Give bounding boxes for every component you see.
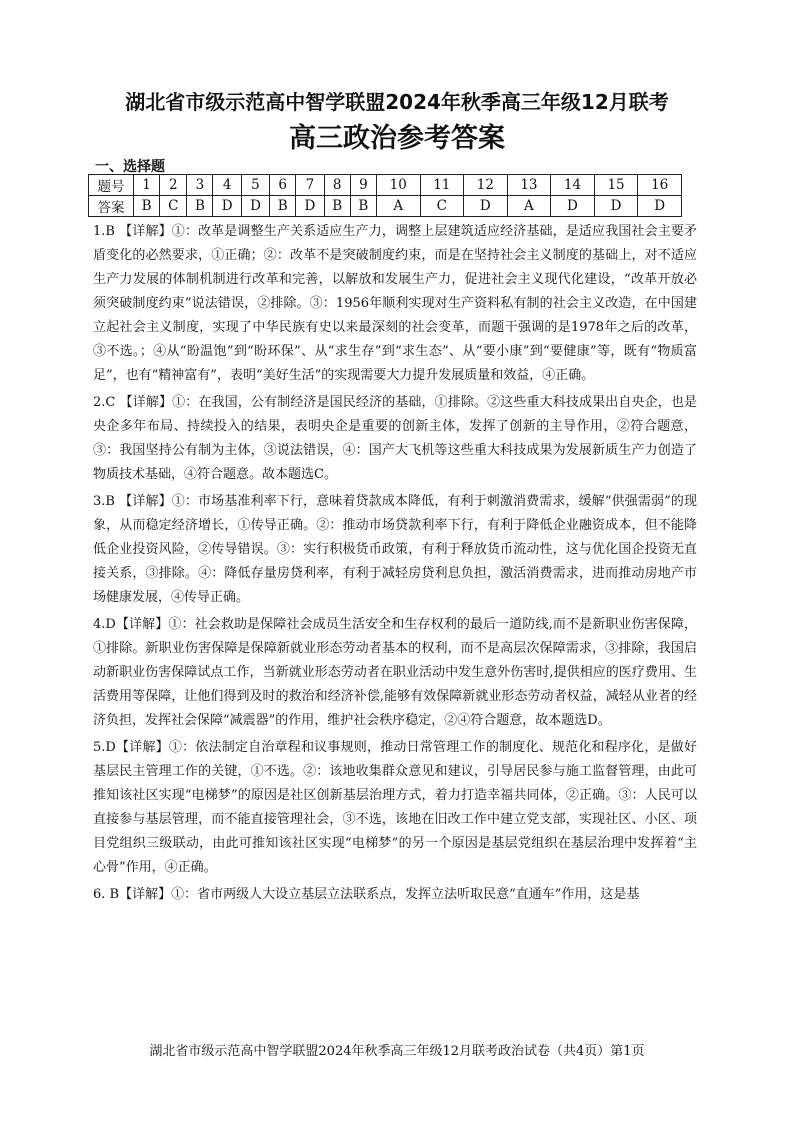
answer-row	[89, 196, 682, 217]
explanations	[93, 220, 697, 910]
answer-cell: D	[551, 196, 595, 217]
question-number-cell: 4	[213, 175, 241, 196]
question-number-cell: 10	[376, 175, 420, 196]
explanation-paragraph-4: 4.D【详解】①：社会救助是保障社会成员生活安全和生存权利的最后一道防线,而不是新职业伤害保障，①排除。新职业伤害保障是保障新就业形态劳动者基本的权利，而不是高层次保障需求，③排除，我国启动新职业伤害保障试点工作，当新就业形态劳动者在职业活动中发生意外伤害时,提供相应的医疗费用、生活费用等保障，让他们得到及时的救治和经济补偿,能够有效保障新就业形态劳动者权益，减轻从业者的经济负担，发挥社会保障“减震器”的作用，维护社会秩序稳定，②④符合题意，故本题选D。	[93, 617, 697, 728]
answer-key-title: 高三政治参考答案	[289, 123, 505, 154]
question-number-cell: 16	[638, 175, 682, 196]
row-label-question: 题号	[89, 175, 134, 196]
answer-cell: B	[134, 196, 160, 217]
section-heading: 一、选择题	[95, 159, 165, 175]
answer-table	[88, 174, 682, 217]
answer-cell: B	[324, 196, 350, 217]
explanation-paragraph-3: 3.B 【详解】①：市场基准利率下行，意味着贷款成本降低，有利于刺激消费需求，缓解“供强需弱”的现象，从而稳定经济增长，①传导正确。②：推动市场贷款利率下行，有利于降低企业融资成本，但不能降低企业投资风险，②传导错误。③：实行积极货币政策，有利于释放货币流动性，这与优化国企投资无直接关系，③排除。④：降低存量房贷利率，有利于减轻房贷利息负担，激活消费需求，进而推动房地产市场健康发展，④传导正确。	[93, 494, 697, 605]
answer-cell: A	[507, 196, 551, 217]
question-number-cell: 12	[464, 175, 508, 196]
question-number-cell: 6	[270, 175, 296, 196]
question-number-cell: 13	[507, 175, 551, 196]
explanation-paragraph-5: 5.D【详解】①：依法制定自治章程和议事规则，推动日常管理工作的制度化、规范化和程序化，是做好基层民主管理工作的关键，①不选。②：该地收集群众意见和建议，引导居民参与施工监督管理，由此可推知该社区实现“电梯梦”的原因是社区创新基层治理方式，着力打造幸福共同体，②正确。③：人民可以直接参与基层管理，而不能直接管理社会，③不选，该地在旧改工作中建立党支部，实现社区、小区、项目党组织三级联动，由此可推知该社区实现“电梯梦”的另一个原因是基层党组织在基层治理中发挥着“主心骨”作用，④正确。	[93, 740, 697, 875]
explanation-paragraph-1: 1.B 【详解】①：改革是调整生产关系适应生产力，调整上层建筑适应经济基础，是适应我国社会主要矛盾变化的必然要求，①正确；②：改革不是突破制度约束，而是在坚持社会主义制度的基础上，对不适应生产力发展的体制机制进行改革和完善，以解放和发展生产力，促进社会主义现代化建设，“改革开放必须突破制度约束”说法错误，②排除。③：1956年顺利实现对生产资料私有制的社会主义改造，在中国建立起社会主义制度，实现了中华民族有史以来最深刻的社会变革，而题干强调的是1978年之后的改革，③不选。；④从“盼温饱”到“盼环保”、从“求生存”到“求生态”、从“要小康”到“要健康”等，既有“物质富足”，也有“精神富有”，表明“美好生活”的实现需要大力提升发展质量和效益，④正确。	[93, 224, 697, 383]
question-number-cell: 8	[324, 175, 350, 196]
page-footer: 湖北省市级示范高中智学联盟2024年秋季高三年级12月联考政治试卷（共4页）第1页	[149, 1044, 645, 1059]
question-number-cell: 5	[241, 175, 269, 196]
question-number-cell: 9	[350, 175, 376, 196]
explanation-paragraph-2: 2.C 【详解】①：在我国，公有制经济是国民经济的基础，①排除。②这些重大科技成果出自央企，也是央企多年布局、持续投入的结果，表明央企是重要的创新主体，发挥了创新的主导作用，②符合题意，③：我国坚持公有制为主体，③说法错误，④：国产大飞机等这些重大科技成果为发展新质生产力创造了物质技术基础，④符合题意。故本题选C。	[93, 395, 697, 482]
answer-cell: B	[350, 196, 376, 217]
explanation-paragraph-6: 6. B【详解】①：省市两级人大设立基层立法联系点，发挥立法听取民意“直通车”作用，这是基	[93, 887, 640, 902]
question-number-cell: 15	[594, 175, 638, 196]
question-number-cell: 7	[296, 175, 324, 196]
answer-cell: D	[464, 196, 508, 217]
question-number-row	[89, 175, 682, 196]
answer-cell: C	[160, 196, 187, 217]
question-number-cell: 2	[160, 175, 187, 196]
exam-title: 湖北省市级示范高中智学联盟2024年秋季高三年级12月联考	[125, 90, 669, 114]
answer-cell: C	[420, 196, 464, 217]
answer-cell: A	[376, 196, 420, 217]
question-number-cell: 14	[551, 175, 595, 196]
answer-cell: D	[594, 196, 638, 217]
answer-cell: D	[241, 196, 269, 217]
answer-cell: B	[270, 196, 296, 217]
question-number-cell: 11	[420, 175, 464, 196]
answer-cell: D	[638, 196, 682, 217]
question-number-cell: 1	[134, 175, 160, 196]
answer-cell: D	[213, 196, 241, 217]
answer-cell: D	[296, 196, 324, 217]
row-label-answer: 答案	[89, 196, 134, 217]
answer-cell: B	[187, 196, 213, 217]
question-number-cell: 3	[187, 175, 213, 196]
